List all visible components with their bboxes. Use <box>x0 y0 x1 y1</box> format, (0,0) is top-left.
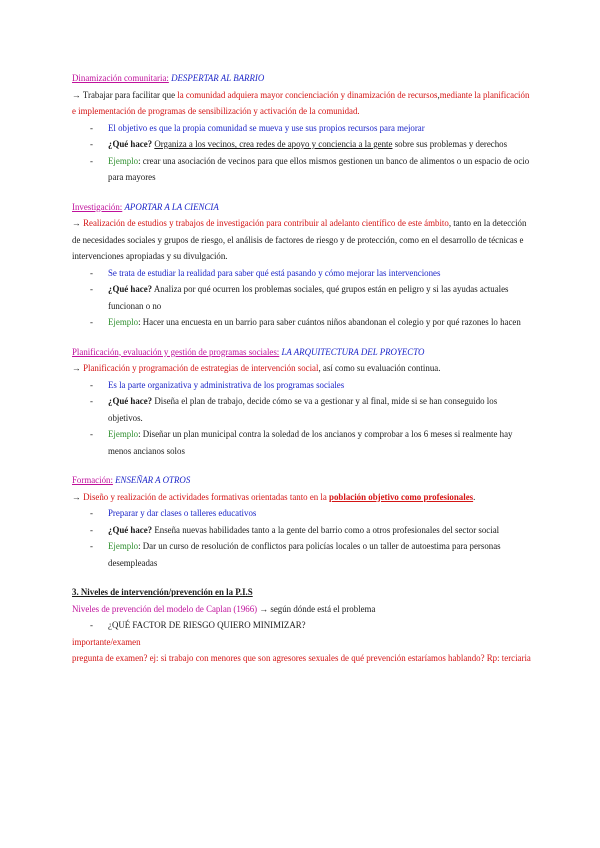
section-heading <box>72 70 532 87</box>
section-intro <box>72 360 532 377</box>
bullet-item <box>72 538 532 571</box>
text-run: , así como su evaluación continua. <box>318 363 441 373</box>
section-heading <box>72 472 532 489</box>
caplan-rest: → según dónde está el problema <box>257 603 376 614</box>
bullet-dash: - <box>90 122 93 133</box>
levels-bullet <box>72 617 532 634</box>
example-label: Ejemplo <box>108 429 139 439</box>
section-bullets <box>72 265 532 331</box>
bullet-dash: - <box>90 429 93 439</box>
example-label: Ejemplo <box>108 317 139 327</box>
section-heading <box>72 344 532 361</box>
document-page <box>72 70 532 680</box>
text-run: sobre sus problemas y derechos <box>392 139 508 149</box>
que-hace-label: ¿Qué hace? <box>108 524 153 535</box>
text-run: , tanto en la detección de necesidades sociales y grupos de riesgo, el análisis de factores de riesgo y de protección, como en el desarrollo de técnicas e intervenciones apropiadas y su divulgación. <box>72 218 527 261</box>
example-label: Ejemplo <box>108 155 139 166</box>
text-run: → <box>72 363 84 373</box>
que-hace-label: ¿Qué hace? <box>108 284 153 294</box>
bullet-item <box>72 136 532 153</box>
text-run: → <box>72 491 84 502</box>
bullet-dash: - <box>90 379 93 390</box>
caplan-line <box>72 601 532 618</box>
section-2 <box>72 199 532 331</box>
bullet-dash: - <box>90 524 93 535</box>
text-run: : Dar un curso de resolución de conflictos para policías locales o un taller de autoestima para personas desempleadas <box>108 541 501 568</box>
bullet-item <box>72 522 532 539</box>
bullet-dash: - <box>90 396 93 406</box>
text-run: Diseña el plan de trabajo, decide cómo se va a gestionar y al final, mide si se han conseguido los objetivos. <box>108 396 498 423</box>
bullet-dash: - <box>90 541 93 551</box>
caplan-label: Niveles de prevención del modelo de Caplan (1966) <box>72 603 258 614</box>
text-run: : crear una asociación de vecinos para que ellos mismos gestionen un banco de alimentos o un espacio de ocio para mayores <box>108 155 530 182</box>
section-subtitle: APORTAR A LA CIENCIA <box>124 201 219 212</box>
bullet-dash: - <box>90 317 93 327</box>
section-heading <box>72 199 532 216</box>
section-subtitle: DESPERTAR AL BARRIO <box>171 73 265 83</box>
section-subtitle: ENSEÑAR A OTROS <box>115 475 191 485</box>
text-run: : Diseñar un plan municipal contra la soledad de los ancianos y comprobar a los 6 meses si realmente hay menos ancianos solos <box>108 429 513 456</box>
bullet-dash: - <box>90 284 93 294</box>
bullet-item <box>72 377 532 394</box>
note-label: importante/examen <box>72 636 141 647</box>
bullet-item <box>72 314 532 331</box>
section-title: Planificación, evaluación y gestión de programas sociales: <box>72 346 280 357</box>
levels-heading: 3. Niveles de intervención/prevención en la P.I.S <box>72 587 253 597</box>
levels-bullets <box>72 617 532 634</box>
bullet-item <box>72 393 532 426</box>
text-run: Preparar y dar clases o talleres educativos <box>108 508 257 518</box>
levels-section <box>72 584 532 667</box>
text-run: Es la parte organizativa y administrativa de los programas sociales <box>108 379 345 390</box>
section-bullets <box>72 120 532 186</box>
sections-container <box>72 70 532 571</box>
section-bullets <box>72 377 532 460</box>
text-run: . <box>473 491 476 502</box>
text-run: : Hacer una encuesta en un barrio para saber cuántos niños abandonan el colegio y por qué razones lo hacen <box>138 317 521 327</box>
section-bullets <box>72 505 532 571</box>
que-hace-label: ¿Qué hace? <box>108 396 153 406</box>
text-run: , <box>437 89 440 100</box>
exam-question: pregunta de examen? ej: si trabajo con menores que son agresores sexuales de qué prevención estaríamos hablando? Rp: terciaria <box>72 653 531 663</box>
section-4 <box>72 472 532 571</box>
bullet-item <box>72 426 532 459</box>
text-run: → Trabajar para facilitar que <box>72 89 178 100</box>
text-run: población objetivo como profesionales <box>329 491 474 502</box>
section-title: Investigación: <box>72 201 123 212</box>
bullet-item <box>72 281 532 314</box>
section-1 <box>72 70 532 186</box>
text-run: Enseña nuevas habilidades tanto a la gente del barrio como a otros profesionales del sector social <box>152 524 500 535</box>
bullet-dash: - <box>90 139 93 149</box>
bullet-item <box>72 265 532 282</box>
text-run: → <box>72 218 84 228</box>
section-intro <box>72 215 532 265</box>
text-run: la comunidad adquiera mayor concienciación y dinamización de recursos <box>177 89 438 100</box>
section-3 <box>72 344 532 460</box>
text-run: Se trata de estudiar la realidad para saber qué está pasando y cómo mejorar las intervenciones <box>108 267 441 278</box>
bullet-item <box>72 505 532 522</box>
levels-bullet-text: ¿QUÉ FACTOR DE RIESGO QUIERO MINIMIZAR? <box>108 620 306 630</box>
text-run: Realización de estudios y trabajos de investigación para contribuir al adelanto científico de este ámbito <box>83 218 449 228</box>
bullet-dash: - <box>90 620 93 630</box>
example-label: Ejemplo <box>108 541 139 551</box>
bullet-dash: - <box>90 155 93 166</box>
que-hace-label: ¿Qué hace? <box>108 139 153 149</box>
text-run: Analiza por qué ocurren los problemas sociales, qué grupos están en peligro y si las ayudas actuales funcionan o no <box>108 284 509 311</box>
text-run: mediante la planificación e implementación de programas de sensibilización y activación de la comunidad. <box>72 89 530 116</box>
text-run: El objetivo es que la propia comunidad se mueva y use sus propios recursos para mejorar <box>108 122 425 133</box>
section-title: Dinamización comunitaria: <box>72 73 169 83</box>
section-subtitle: LA ARQUITECTURA DEL PROYECTO <box>281 346 425 357</box>
section-title: Formación: <box>72 475 113 485</box>
text-run: Diseño y realización de actividades formativas orientadas tanto en la <box>83 491 330 502</box>
section-intro <box>72 87 532 120</box>
bullet-item <box>72 153 532 186</box>
bullet-item <box>72 120 532 137</box>
text-run: Planificación y programación de estrategias de intervención social <box>83 363 319 373</box>
bullet-dash: - <box>90 508 93 518</box>
text-run: Organiza a los vecinos, crea redes de apoyo y conciencia a la gente <box>154 139 393 149</box>
bullet-dash: - <box>90 267 93 278</box>
section-intro <box>72 489 532 506</box>
